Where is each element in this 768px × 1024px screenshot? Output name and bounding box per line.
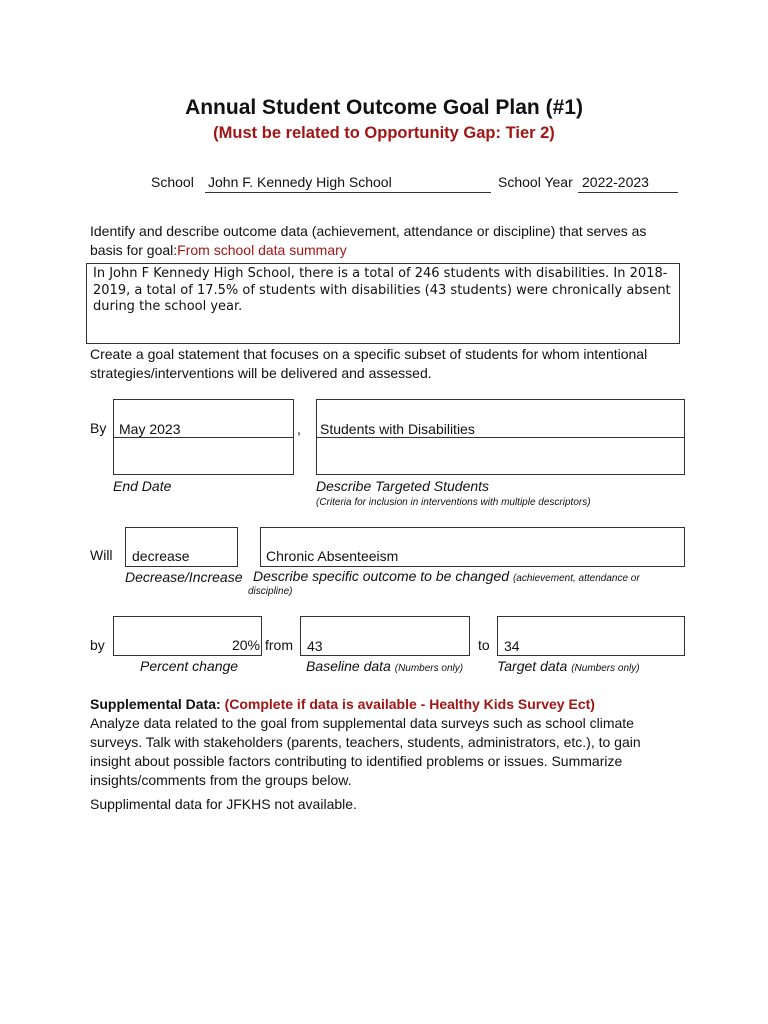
goal-statement-instruction: Create a goal statement that focuses on a specific subset of students for whom intentional strategies/interventions will be delivered and assessed. [90, 346, 648, 381]
data-source-note: From school data summary [177, 242, 347, 258]
school-label: School [151, 174, 194, 190]
outcome-description-box[interactable]: In John F Kennedy High School, there is a total of 246 students with disabilities. In 2018- 2019, a total of 17.5% of students with disabilities (43 students) were chronically absent during the school year. [86, 263, 680, 344]
supplemental-instructions: Analyze data related to the goal from supplemental data surveys such as school climate surveys. Talk with stakeholders (parents, teachers, students, administrators, etc.), to gain insight about possible factors contributing to identified problems or issues. Summarize insights/comments from the groups below. [90, 715, 641, 788]
direction-field[interactable]: decrease [125, 527, 238, 567]
school-year-label: School Year [498, 174, 573, 190]
targeted-students-criteria: (Criteria for inclusion in interventions with multiple descriptors) [316, 497, 591, 508]
outcome-caption-note: (achievement, attendance or [512, 573, 640, 584]
outcome-data-instruction-text: Identify and describe outcome data (achievement, attendance or discipline) that serves as basis for goal: [90, 223, 647, 258]
targeted-students-box[interactable] [316, 399, 685, 475]
supplemental-heading [90, 696, 595, 712]
outcome-caption-text: Describe specific outcome to be changed [253, 568, 510, 584]
page-title: Annual Student Outcome Goal Plan (#1) [185, 96, 583, 119]
target-caption [497, 658, 640, 674]
end-date-box[interactable] [113, 399, 294, 475]
targeted-students-divider [317, 437, 684, 438]
baseline-caption-note: (Numbers only) [394, 663, 464, 674]
targeted-students-value[interactable]: Students with Disabilities [320, 421, 475, 437]
outcome-data-instruction [90, 222, 680, 260]
percent-change-caption: Percent change [140, 658, 239, 674]
school-field[interactable]: John F. Kennedy High School [205, 174, 491, 193]
outcome-caption-note-cont: discipline) [248, 586, 293, 597]
target-field[interactable]: 34 [497, 616, 685, 656]
page-subtitle: (Must be related to Opportunity Gap: Tier 2) [213, 124, 555, 142]
supplemental-heading-note: (Complete if data is available - Healthy Kids Survey Ect) [224, 696, 595, 712]
target-caption-note: (Numbers only) [571, 663, 640, 674]
percent-change-value[interactable]: 20% [231, 637, 260, 653]
by-row-comma: , [297, 421, 301, 437]
end-date-caption: End Date [113, 478, 172, 494]
from-label: from [265, 637, 293, 653]
target-caption-text: Target data [497, 658, 568, 674]
baseline-caption [306, 658, 463, 674]
outcome-field[interactable]: Chronic Absenteeism [260, 527, 685, 567]
to-label: to [478, 637, 490, 653]
by-label: By [90, 420, 107, 436]
will-label: Will [90, 547, 113, 563]
supplemental-response[interactable]: Supplimental data for JFKHS not available. [90, 796, 357, 812]
end-date-divider [114, 437, 293, 438]
outcome-caption [253, 568, 640, 584]
by-percent-label: by [90, 637, 105, 653]
baseline-field[interactable]: 43 [300, 616, 470, 656]
school-year-field[interactable]: 2022-2023 [578, 174, 678, 193]
baseline-caption-text: Baseline data [306, 658, 391, 674]
supplemental-heading-label: Supplemental Data: [90, 696, 221, 712]
end-date-value[interactable]: May 2023 [119, 421, 181, 437]
targeted-students-caption: Describe Targeted Students [316, 478, 490, 494]
direction-caption: Decrease/Increase [125, 569, 243, 585]
